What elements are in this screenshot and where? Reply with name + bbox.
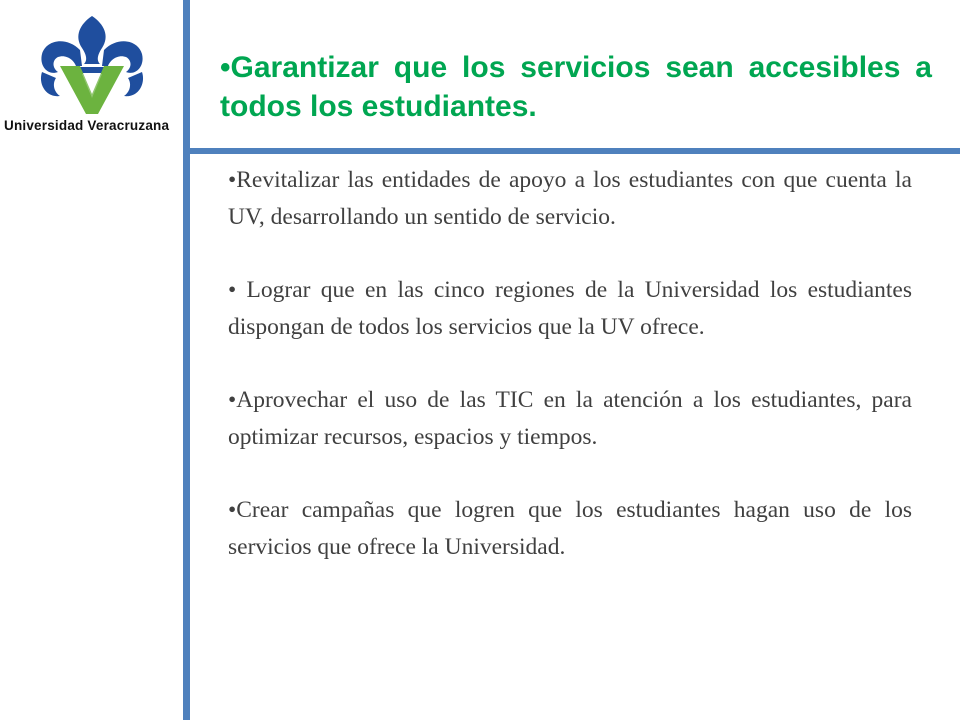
university-logo <box>0 0 183 150</box>
bullet-item: •Crear campañas que logren que los estudiantes hagan uso de los servicios que ofrece la Universidad. <box>228 497 912 560</box>
horizontal-rule <box>190 148 960 154</box>
slide-title: •Garantizar que los servicios sean accesibles a todos los estudiantes. <box>220 51 932 123</box>
fleur-de-lis-v-icon <box>36 14 148 116</box>
bullet-item: •Aprovechar el uso de las TIC en la atención a los estudiantes, para optimizar recursos, espacios y tiempos. <box>228 387 912 450</box>
bullet-item: • Lograr que en las cinco regiones de la Universidad los estudiantes dispongan de todos los servicios que la UV ofrece. <box>228 277 912 340</box>
bullet-item: •Revitalizar las entidades de apoyo a los estudiantes con que cuenta la UV, desarrollando un sentido de servicio. <box>228 167 912 230</box>
logo-wordmark: Universidad Veracruzana <box>4 118 170 133</box>
vertical-rule <box>183 0 190 720</box>
bullet-list <box>228 162 912 566</box>
